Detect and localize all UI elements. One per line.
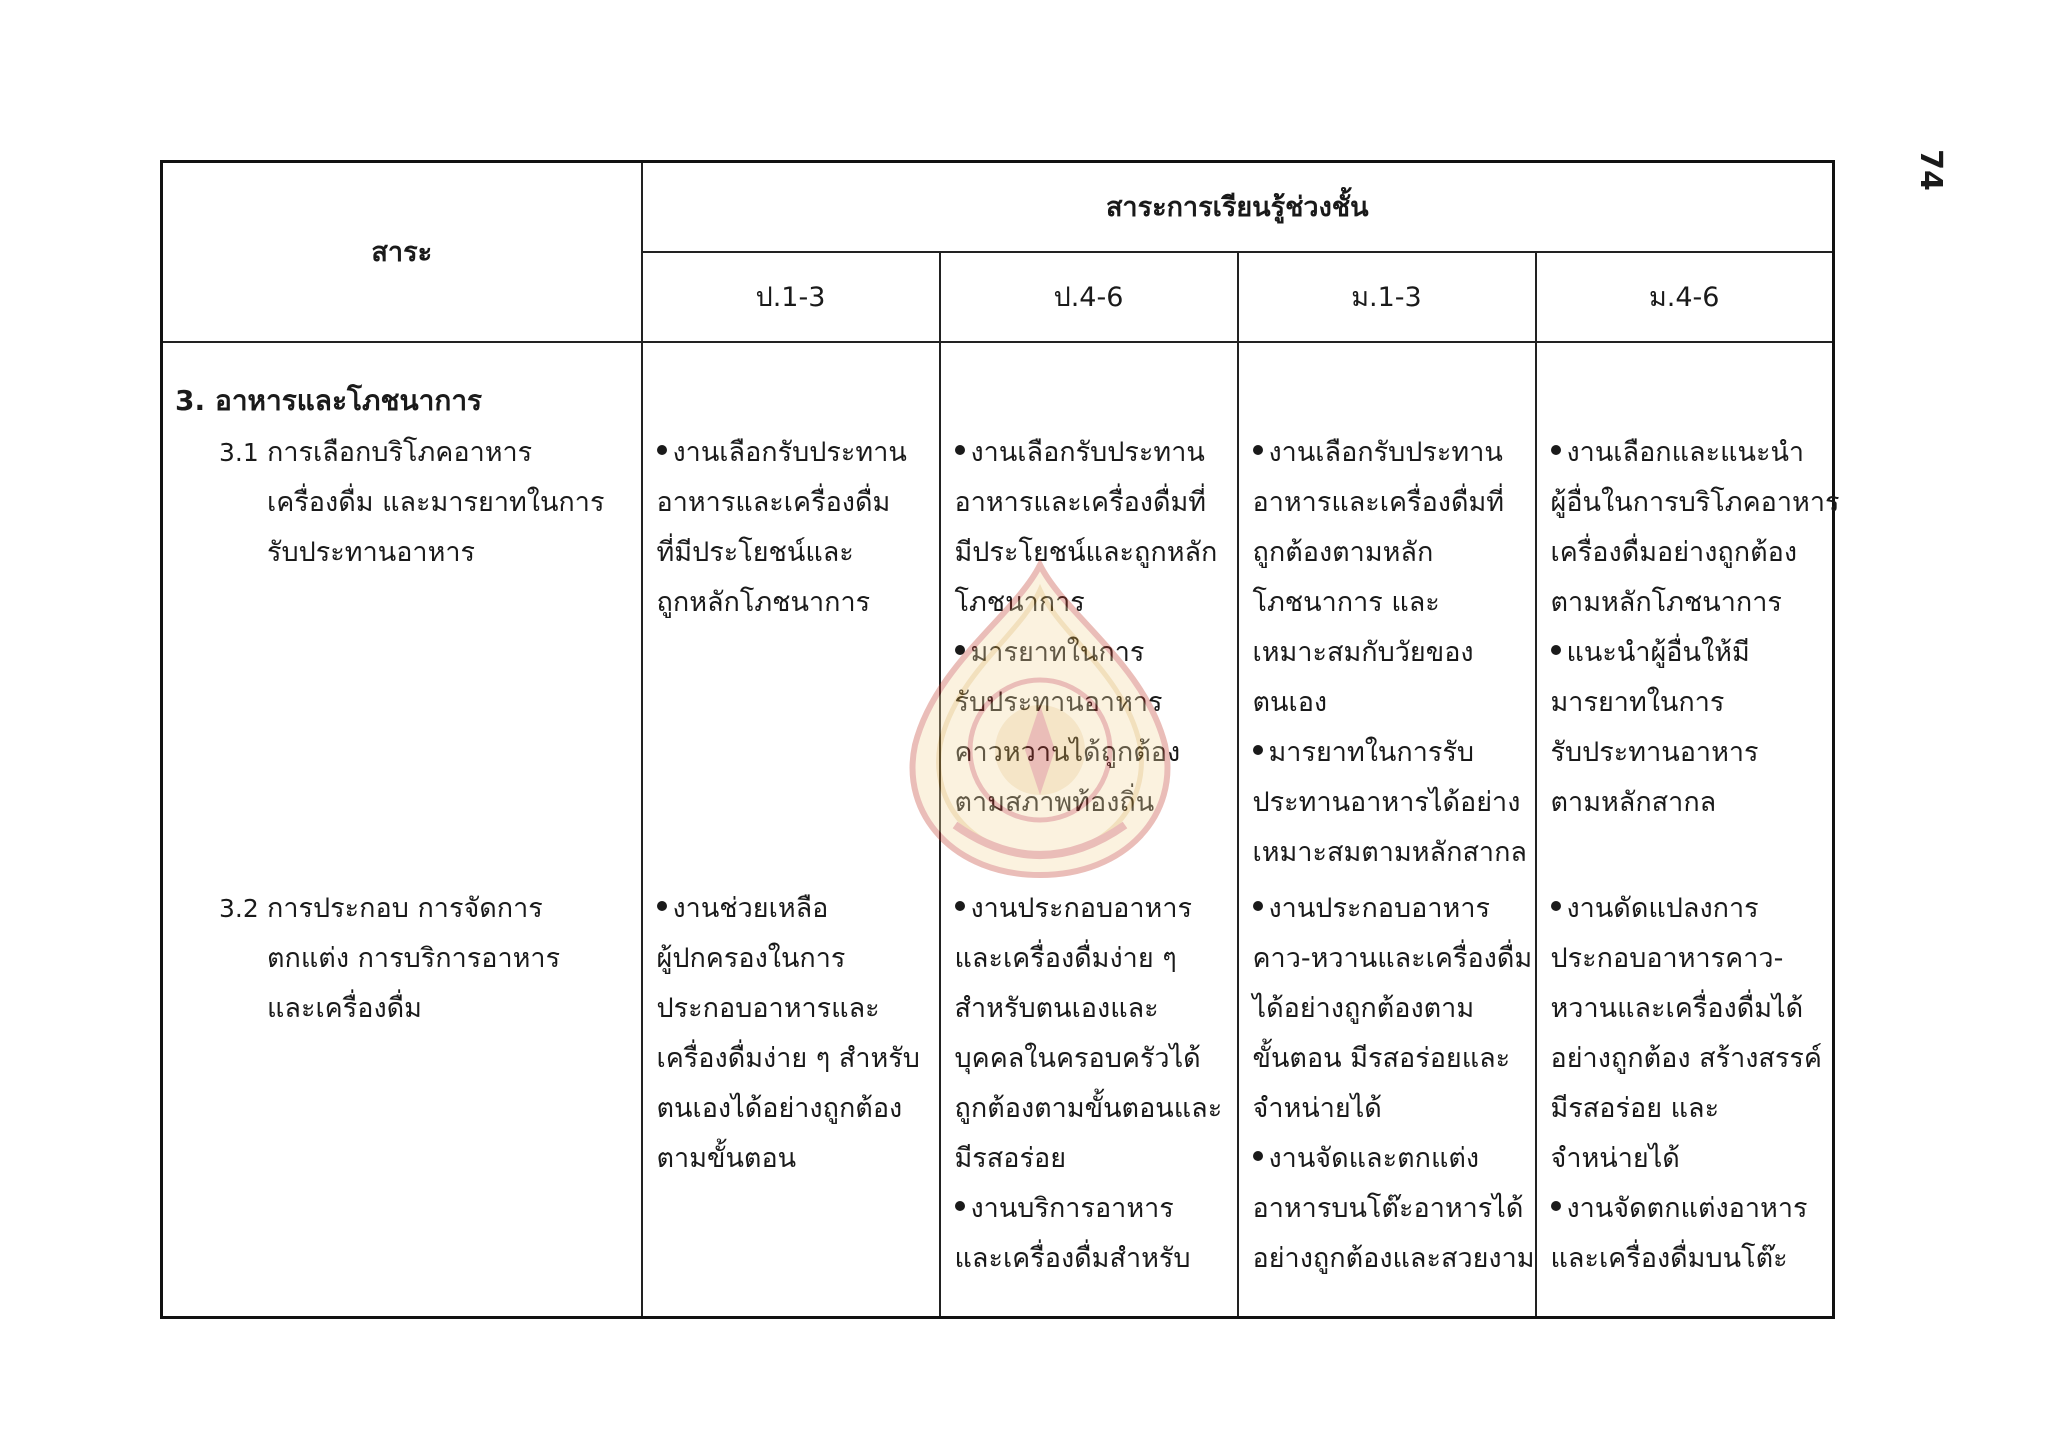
bullet-line: เครื่องดื่มง่าย ๆ สำหรับ bbox=[656, 1042, 920, 1074]
bullet-line: งานเลือกรับประทาน bbox=[1253, 428, 1531, 478]
content-block bbox=[1550, 428, 1840, 828]
bullet-line: จำหน่ายได้ bbox=[1252, 1092, 1382, 1124]
bullet-line: ตามสภาพท้องถิ่น bbox=[954, 786, 1155, 818]
sub-strand-3-1 bbox=[211, 428, 631, 578]
bullet-line: ผู้อื่นในการบริโภคอาหาร bbox=[1550, 486, 1840, 518]
bullet-line: และเครื่องดื่มง่าย ๆ bbox=[954, 942, 1177, 974]
bullet-line: โภชนาการ bbox=[954, 586, 1085, 618]
bullet-line: มารยาทในการ bbox=[1550, 686, 1725, 718]
bullet-dot-icon bbox=[657, 445, 667, 455]
bullet-line: โภชนาการ และ bbox=[1252, 586, 1440, 618]
sub-strand-line: และเครื่องดื่ม bbox=[267, 992, 422, 1024]
bullet-line: ประกอบอาหารคาว- bbox=[1550, 942, 1784, 974]
bullet-item bbox=[1550, 428, 1840, 628]
bullet-dot-icon bbox=[1551, 445, 1561, 455]
content-block bbox=[1551, 884, 1829, 1284]
bullet-line: งานดัดแปลงการ bbox=[1551, 884, 1829, 934]
bullet-line: งานประกอบอาหาร bbox=[955, 884, 1233, 934]
sub-strand-line: การประกอบ การจัดการ bbox=[267, 892, 543, 924]
strand-header: สาระ bbox=[162, 162, 642, 342]
level-cell-m1-3 bbox=[1238, 342, 1536, 1318]
sub-strand-number: 3.1 bbox=[219, 437, 259, 467]
bullet-line: เครื่องดื่มอย่างถูกต้อง bbox=[1550, 536, 1798, 568]
bullet-line: งานเลือกรับประทาน bbox=[657, 428, 935, 478]
bullet-line: ตามขั้นตอน bbox=[656, 1142, 797, 1174]
bullet-line: หวานและเครื่องดื่มได้ bbox=[1550, 992, 1804, 1024]
bullet-item bbox=[1551, 628, 1829, 828]
bullet-line: ตนเอง bbox=[1252, 686, 1328, 718]
bullet-item bbox=[955, 884, 1233, 1184]
level-cell-m4-6 bbox=[1536, 342, 1840, 1318]
bullet-line: มีรสอร่อย และ bbox=[1550, 1092, 1720, 1124]
bullet-line: เหมาะสมกับวัยของ bbox=[1252, 636, 1474, 668]
bullet-line: ได้อย่างถูกต้องตาม bbox=[1252, 992, 1475, 1024]
bullet-line: สำหรับตนเองและ bbox=[954, 992, 1159, 1024]
bullet-line: และเครื่องดื่มสำหรับ bbox=[954, 1242, 1191, 1274]
bullet-item bbox=[1252, 1134, 1535, 1284]
bullet-line: มารยาทในการ bbox=[955, 628, 1233, 678]
bullet-line: ถูกต้องตามหลัก bbox=[1252, 536, 1434, 568]
bullet-dot-icon bbox=[955, 445, 965, 455]
bullet-line: ตามหลักสากล bbox=[1550, 786, 1717, 818]
bullet-line: อาหารและเครื่องดื่ม bbox=[656, 486, 891, 518]
bullet-line: งานเลือกและแนะนำ bbox=[1551, 428, 1829, 478]
bullet-line: รับประทานอาหาร bbox=[1550, 736, 1759, 768]
bullet-line: อาหารและเครื่องดื่มที่ bbox=[1252, 486, 1505, 518]
content-header: สาระการเรียนรู้ช่วงชั้น bbox=[642, 162, 1834, 252]
bullet-line: ถูกหลักโภชนาการ bbox=[656, 586, 871, 618]
bullet-item bbox=[955, 1184, 1233, 1284]
bullet-line: รับประทานอาหาร bbox=[954, 686, 1163, 718]
bullet-dot-icon bbox=[1253, 1151, 1263, 1161]
bullet-line: จำหน่ายได้ bbox=[1550, 1142, 1680, 1174]
bullet-dot-icon bbox=[1253, 745, 1263, 755]
curriculum-table bbox=[160, 160, 1840, 1319]
bullet-line: และเครื่องดื่มบนโต๊ะ bbox=[1550, 1242, 1788, 1274]
sub-strand-line: การเลือกบริโภคอาหาร bbox=[267, 436, 533, 468]
level-header-p1-3: ป.1-3 bbox=[642, 252, 940, 342]
bullet-line: บุคคลในครอบครัวได้ bbox=[954, 1042, 1201, 1074]
bullet-line: งานประกอบอาหาร bbox=[1253, 884, 1531, 934]
strand-title-text: อาหารและโภชนาการ bbox=[215, 383, 483, 417]
bullet-item bbox=[1253, 728, 1531, 878]
content-block bbox=[955, 884, 1233, 1284]
bullet-line: ประกอบอาหารและ bbox=[656, 992, 880, 1024]
bullet-item bbox=[955, 628, 1233, 828]
bullet-line: คาวหวานได้ถูกต้อง bbox=[954, 736, 1181, 768]
bullet-item bbox=[657, 884, 935, 1184]
bullet-line: ถูกต้องตามขั้นตอนและ bbox=[954, 1092, 1223, 1124]
bullet-item bbox=[1253, 884, 1531, 1134]
sub-strand-number: 3.2 bbox=[219, 893, 259, 923]
bullet-line: อย่างถูกต้อง สร้างสรรค์ bbox=[1550, 1042, 1822, 1074]
bullet-item bbox=[1253, 428, 1531, 728]
sub-strand-line: เครื่องดื่ม และมารยาทในการ bbox=[267, 486, 605, 518]
bullet-line: มารยาทในการรับ bbox=[1253, 728, 1531, 778]
bullet-line: ขั้นตอน มีรสอร่อยและ bbox=[1252, 1042, 1511, 1074]
bullet-line: งานเลือกรับประทาน bbox=[955, 428, 1233, 478]
bullet-item bbox=[955, 428, 1233, 628]
content-block bbox=[1252, 884, 1535, 1284]
bullet-line: คาว-หวานและเครื่องดื่ม bbox=[1252, 942, 1533, 974]
bullet-dot-icon bbox=[1551, 645, 1561, 655]
bullet-line: ที่มีประโยชน์และ bbox=[656, 536, 854, 568]
bullet-line: แนะนำผู้อื่นให้มี bbox=[1551, 628, 1829, 678]
bullet-dot-icon bbox=[1551, 1201, 1561, 1211]
bullet-line: งานจัดและตกแต่ง bbox=[1253, 1134, 1531, 1184]
sub-strand-line: รับประทานอาหาร bbox=[267, 536, 476, 568]
bullet-line: มีรสอร่อย bbox=[954, 1142, 1067, 1174]
sub-strand-line: ตกแต่ง การบริการอาหาร bbox=[267, 942, 561, 974]
bullet-dot-icon bbox=[1253, 445, 1263, 455]
bullet-dot-icon bbox=[1253, 901, 1263, 911]
bullet-line: ประทานอาหารได้อย่าง bbox=[1252, 786, 1521, 818]
bullet-item bbox=[657, 428, 935, 628]
bullet-line: ตามหลักโภชนาการ bbox=[1550, 586, 1782, 618]
bullet-line: มีประโยชน์และถูกหลัก bbox=[954, 536, 1218, 568]
content-block bbox=[955, 428, 1233, 828]
sub-strand-3-2 bbox=[211, 884, 631, 1034]
level-cell-p4-6 bbox=[940, 342, 1238, 1318]
level-header-p4-6: ป.4-6 bbox=[940, 252, 1238, 342]
content-block bbox=[657, 884, 935, 1184]
bullet-line: เหมาะสมตามหลักสากล bbox=[1252, 836, 1527, 868]
bullet-line: งานจัดตกแต่งอาหาร bbox=[1551, 1184, 1829, 1234]
page-number: 74 bbox=[1913, 149, 1948, 191]
bullet-dot-icon bbox=[657, 901, 667, 911]
bullet-line: งานบริการอาหาร bbox=[955, 1184, 1233, 1234]
level-header-m4-6: ม.4-6 bbox=[1536, 252, 1834, 342]
strand-number: 3. bbox=[175, 383, 206, 417]
strand-cell bbox=[162, 342, 642, 1318]
bullet-line: อาหารและเครื่องดื่มที่ bbox=[954, 486, 1207, 518]
bullet-line: อาหารบนโต๊ะอาหารได้ bbox=[1252, 1192, 1524, 1224]
level-cell-p1-3 bbox=[642, 342, 940, 1318]
bullet-item bbox=[1551, 884, 1829, 1184]
bullet-dot-icon bbox=[955, 1201, 965, 1211]
bullet-item bbox=[1551, 1184, 1829, 1284]
bullet-line: อย่างถูกต้องและสวยงาม bbox=[1252, 1242, 1535, 1274]
bullet-dot-icon bbox=[955, 901, 965, 911]
bullet-line: ตนเองได้อย่างถูกต้อง bbox=[656, 1092, 903, 1124]
level-header-m1-3: ม.1-3 bbox=[1238, 252, 1536, 342]
bullet-dot-icon bbox=[955, 645, 965, 655]
bullet-line: ผู้ปกครองในการ bbox=[656, 942, 846, 974]
bullet-line: งานช่วยเหลือ bbox=[657, 884, 935, 934]
bullet-dot-icon bbox=[1551, 901, 1561, 911]
content-block bbox=[657, 428, 935, 628]
strand-title bbox=[175, 379, 482, 423]
content-block bbox=[1253, 428, 1531, 878]
